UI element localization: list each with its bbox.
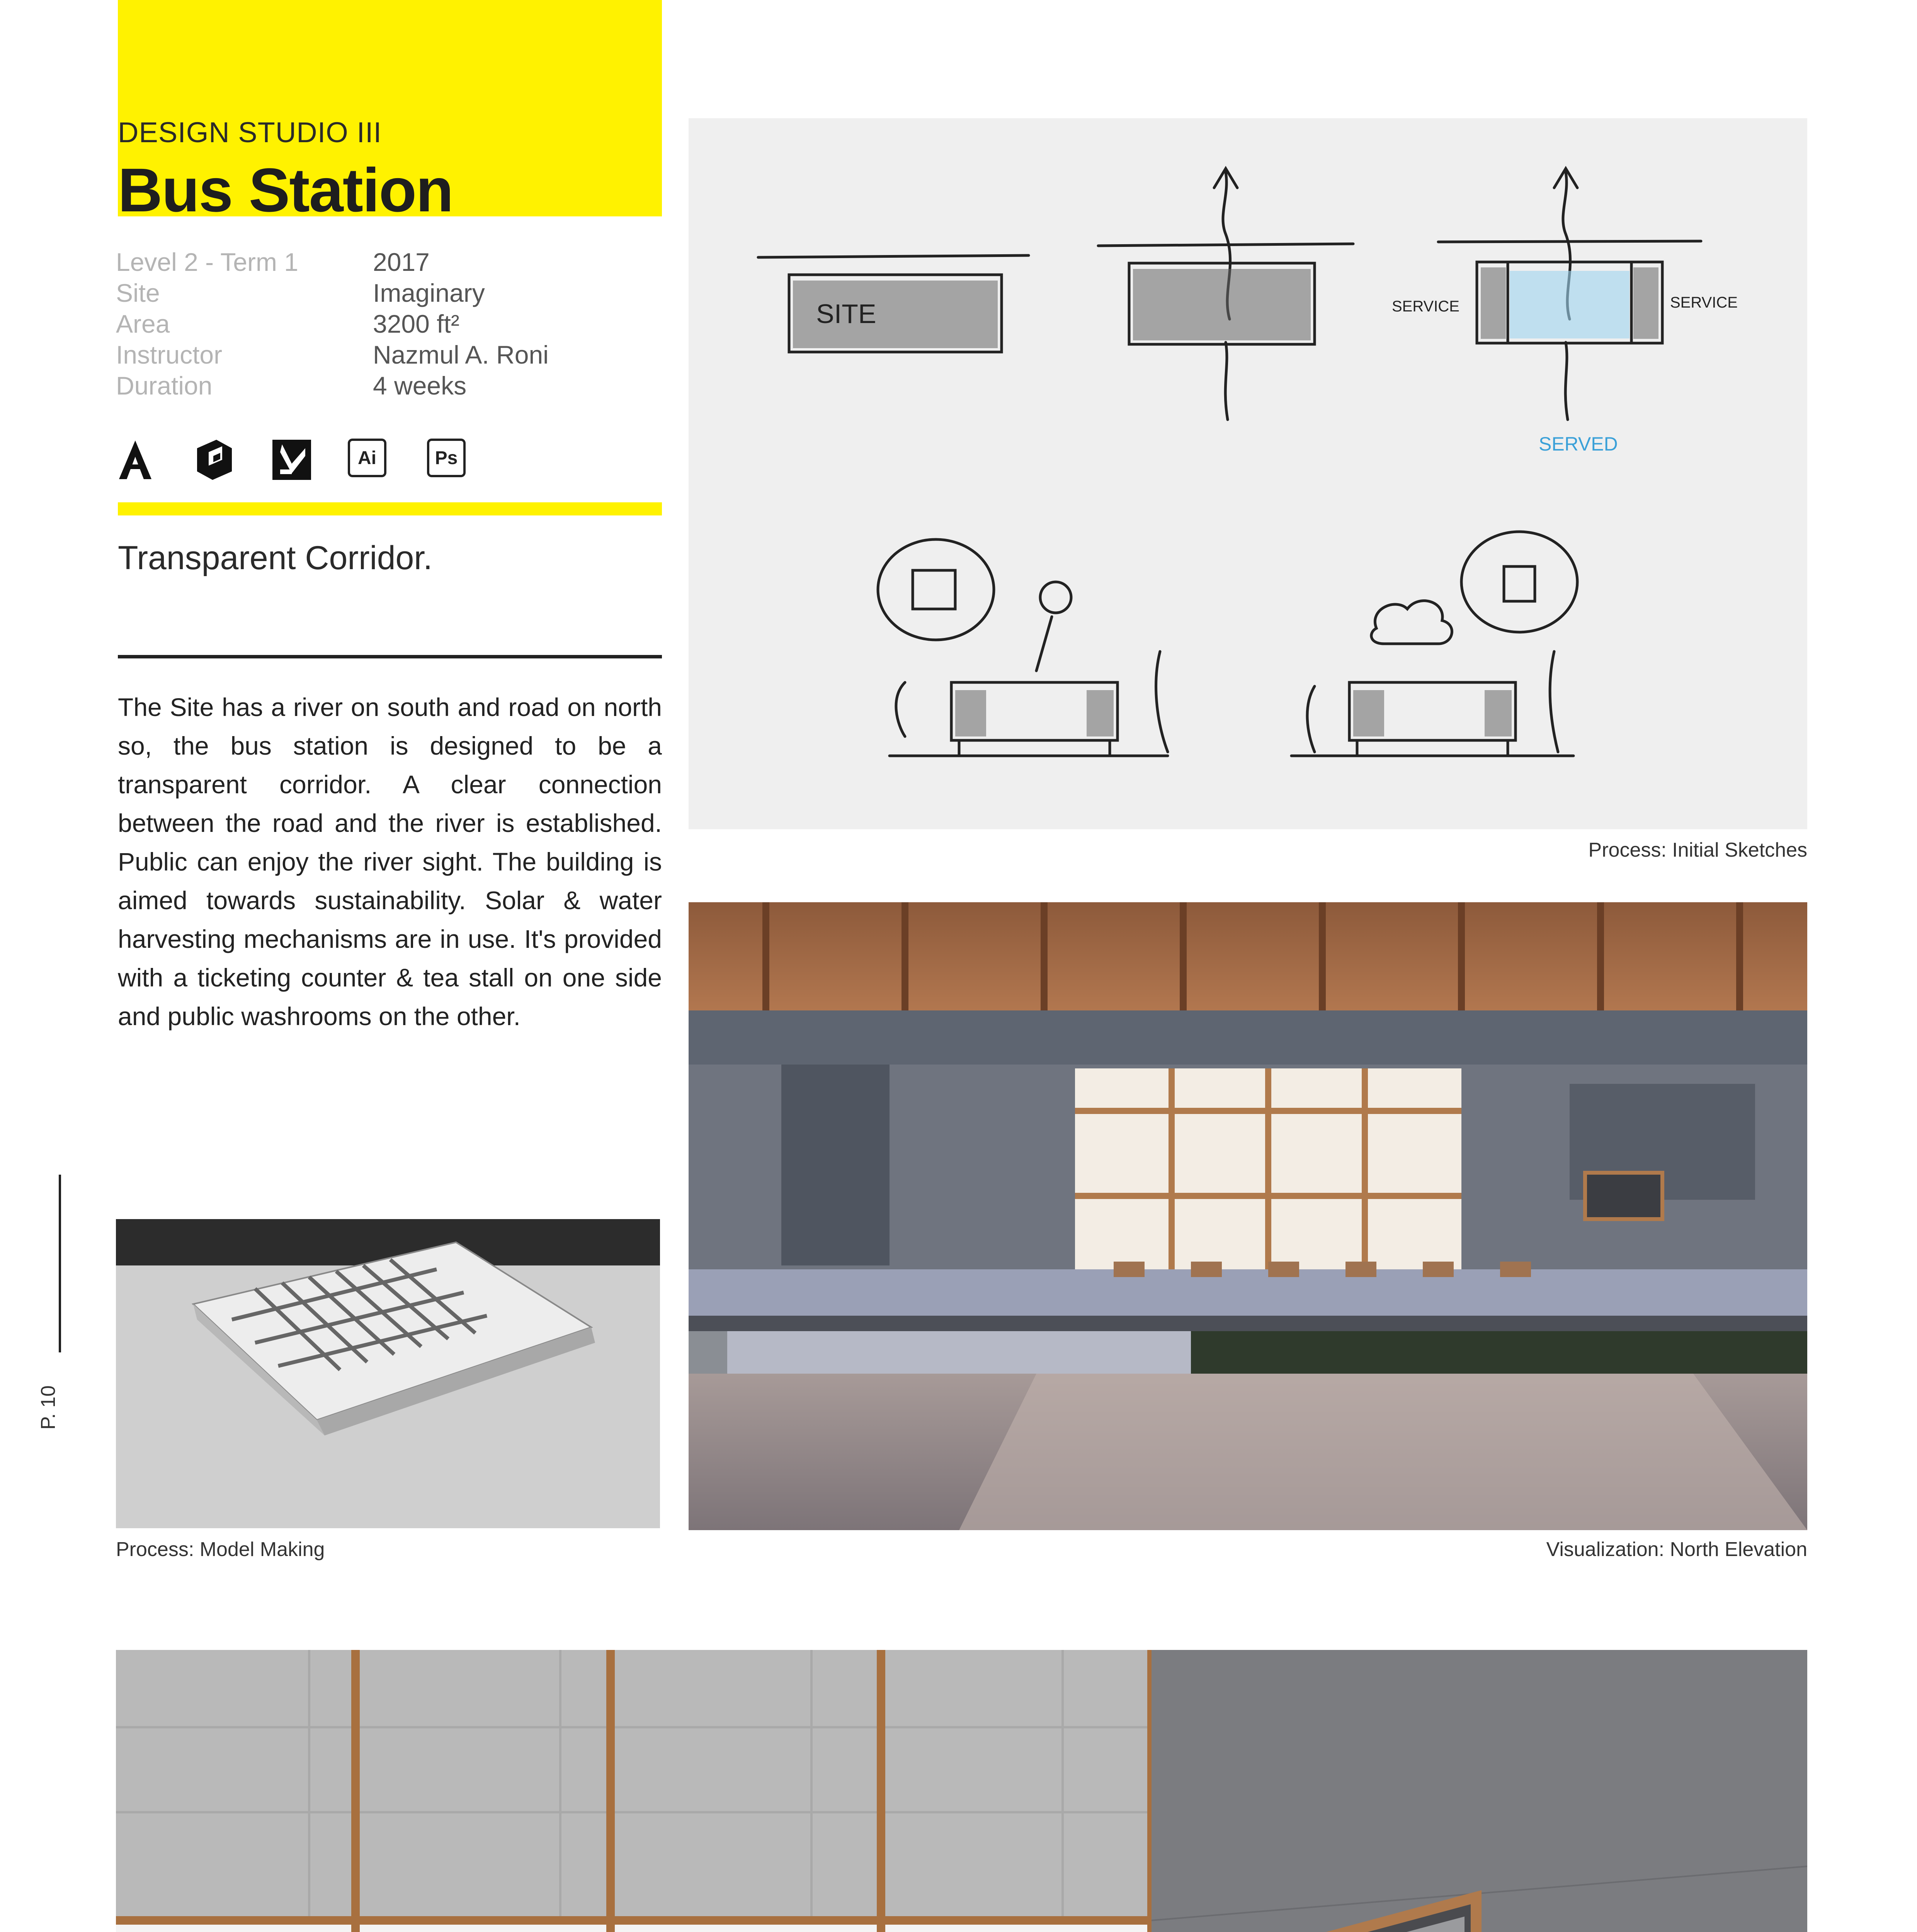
photoshop-icon: Ps	[427, 439, 466, 477]
caption-north-elevation: Visualization: North Elevation	[1546, 1538, 1807, 1561]
description-paragraph: The Site has a river on south and road on north so, the bus station is designed to be a transparent corridor. A clear connection between the road and the river is established. Public can enjoy the river sight. The building is aimed towards sustainability. Solar & water harvesting mechanisms are in use. It's provided with a ticketing counter & tea stall on one side and public washrooms on the other.	[118, 693, 662, 1031]
info-label-site: Site	[116, 279, 160, 307]
info-value-year: 2017	[373, 248, 430, 276]
model-making-image	[116, 1219, 660, 1528]
subtitle: Transparent Corridor.	[118, 539, 433, 577]
info-label-level: Level 2 - Term 1	[116, 248, 298, 276]
page-number: P. 10	[37, 1385, 60, 1430]
page-marker-rule	[59, 1175, 61, 1352]
page-title: Bus Station	[118, 155, 453, 224]
info-value-site: Imaginary	[373, 279, 485, 307]
window-view-image	[116, 1650, 1807, 1932]
sketch-site-label: SITE	[816, 299, 876, 329]
info-value-instructor: Nazmul A. Roni	[373, 340, 549, 369]
info-value-duration: 4 weeks	[373, 371, 467, 400]
black-divider	[118, 655, 662, 658]
sketchup-icon	[193, 437, 236, 483]
info-label-area: Area	[116, 310, 170, 338]
info-value-area: 3200 ft²	[373, 310, 459, 338]
yellow-divider	[118, 502, 662, 515]
north-elevation-image	[689, 902, 1807, 1530]
caption-model-making: Process: Model Making	[116, 1538, 325, 1561]
illustrator-icon: Ai	[348, 439, 386, 477]
info-label-duration: Duration	[116, 371, 213, 400]
studio-label: DESIGN STUDIO III	[118, 116, 382, 148]
sketch-service-left-label: SERVICE	[1392, 298, 1459, 315]
autocad-icon	[116, 437, 155, 483]
initial-sketches-image	[689, 118, 1807, 829]
info-label-instructor: Instructor	[116, 340, 223, 369]
caption-initial-sketches: Process: Initial Sketches	[1588, 839, 1807, 861]
sketch-served-label: SERVED	[1539, 433, 1618, 455]
sketch-service-right-label: SERVICE	[1670, 294, 1738, 311]
lumion-icon	[270, 437, 313, 483]
